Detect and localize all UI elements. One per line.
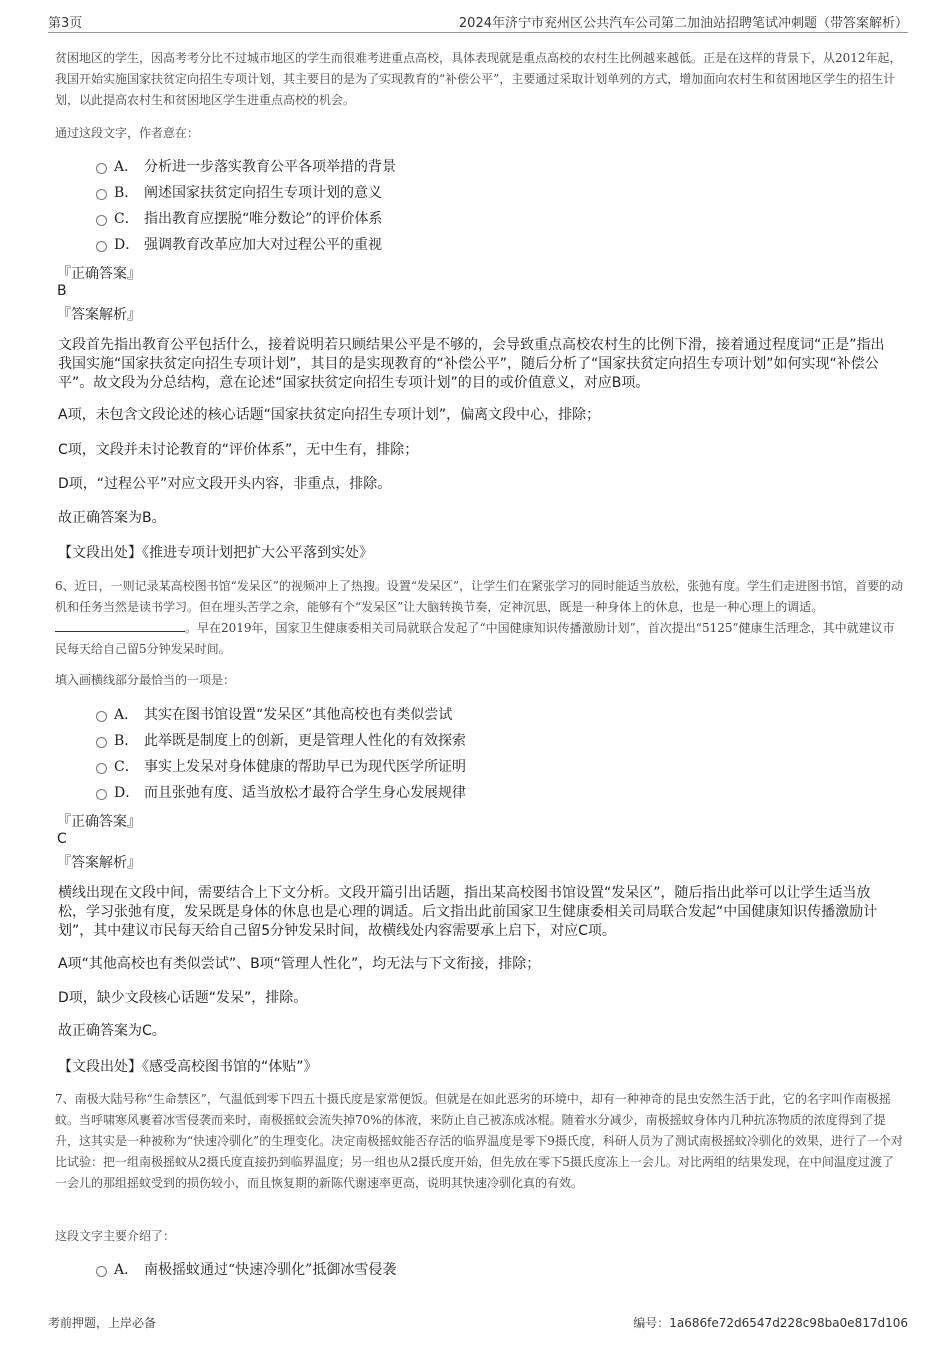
q5-prompt: 通过这段文字，作者意在： — [55, 126, 200, 140]
q5-answer-label: 『正确答案』 — [57, 266, 141, 282]
radio-icon[interactable] — [96, 163, 107, 174]
q6-passage: 6、近日，一则记录某高校图书馆“发呆区”的视频冲上了热搜。设置“发呆区”，让学生们在紧张学习的同时能适当放松，张弛有度。学生们走进图书馆，首要的动机和任务当然是读书学习。但在埋头苦学之余，能够有个“发呆区”让大脑转换节奏，定神沉思，既是一种身体上的休息，也是一种心理上的调适。。早在2019年，国家卫生健康委相关司局就联合发起了“中国健康知识传播激励计划”，首次提出“5125”健康生活理念，其中就建议市民每天给自己留5分钟发呆时间。 — [55, 579, 904, 656]
radio-icon[interactable] — [96, 241, 107, 252]
q6-analysis-ab: A项“其他高校也有类似尝试”、B项“管理人性化”，均无法与下文衔接，排除； — [58, 956, 541, 972]
q6-option-d[interactable]: D． 而且张弛有度、适当放松才最符合学生身心发展规律 — [96, 780, 896, 806]
q6-options — [96, 702, 896, 806]
q6-analysis-label: 『答案解析』 — [57, 855, 141, 871]
radio-icon[interactable] — [96, 711, 107, 722]
q7-passage: 7、南极大陆号称“生命禁区”，气温低到零下四五十摄氏度是家常便饭。但就是在如此恶劣的环境中，却有一种神奇的昆虫安然生活于此，它的名字叫作南极摇蚊。当呼啸寒风裹着冰雪侵袭而来时，南极摇蚊会流失掉70%的体液，来防止自己被冻成冰棍。随着水分减少，南极摇蚊身体内几种抗冻物质的浓度得到了提升，这其实是一种被称为“快速冷驯化”的生理变化。决定南极摇蚊能否存活的临界温度是零下9摄氏度，科研人员为了测试南极摇蚊冷驯化的效果，进行了一个对比试验：把一组南极摇蚊从2摄氏度直接扔到临界温度；另一组也从2摄氏度开始，但先放在零下5摄氏度冻上一会儿。对比两组的结果发现，在中间温度过渡了一会儿的那组摇蚊受到的损伤较小，而且恢复期的新陈代谢速率更高，说明其快速冷驯化真的有效。 — [55, 1092, 903, 1190]
q6-answer: C — [57, 831, 67, 847]
document-code: 编号：1a686fe72d6547d228c98ba0e817d106 — [633, 1316, 908, 1330]
q6-answer-label: 『正确答案』 — [57, 814, 141, 830]
q5-analysis-d: D项，“过程公平”对应文段开头内容，非重点，排除。 — [58, 476, 392, 492]
page-header — [48, 10, 908, 33]
radio-icon[interactable] — [96, 215, 107, 226]
radio-icon[interactable] — [96, 189, 107, 200]
q6-option-b[interactable]: B． 此举既是制度上的创新，更是管理人性化的有效探索 — [96, 728, 896, 754]
fill-blank — [55, 619, 185, 632]
q7-options — [96, 1257, 896, 1283]
q6-analysis-main: 横线出现在文段中间，需要结合上下文分析。文段开篇引出话题，指出某高校图书馆设置“发呆区”，随后指出此举可以让学生适当放松，学习张弛有度，发呆既是身体的休息也是心理的调适。后文指出此前国家卫生健康委相关司局联合发起“中国健康知识传播激励计划”，其中建议市民每天给自己留5分钟发呆时间，故横线处内容需要承上启下，对应C项。 — [58, 885, 878, 939]
q5-option-d[interactable]: D． 强调教育改革应加大对过程公平的重视 — [96, 232, 896, 258]
q7-prompt: 这段文字主要介绍了： — [55, 1229, 176, 1243]
q6-analysis-conclusion: 故正确答案为C。 — [58, 1023, 166, 1039]
radio-icon[interactable] — [96, 763, 107, 774]
q5-analysis-conclusion: 故正确答案为B。 — [58, 510, 166, 526]
q5-analysis-label: 『答案解析』 — [57, 307, 141, 323]
q5-source: 【文段出处】《推进专项计划把扩大公平落到实处》 — [58, 545, 373, 561]
q6-option-a[interactable]: A． 其实在图书馆设置“发呆区”其他高校也有类似尝试 — [96, 702, 896, 728]
q5-analysis-c: C项，文段并未讨论教育的“评价体系”，无中生有，排除； — [58, 442, 419, 458]
q5-analysis-a: A项，未包含文段论述的核心话题“国家扶贫定向招生专项计划”，偏离文段中心，排除； — [58, 407, 601, 423]
footer-slogan: 考前押题，上岸必备 — [48, 1316, 157, 1330]
radio-icon[interactable] — [96, 1266, 107, 1277]
q5-option-b[interactable]: B． 阐述国家扶贫定向招生专项计划的意义 — [96, 180, 896, 206]
q5-answer: B — [57, 283, 67, 299]
q5-passage: 贫困地区的学生，因高考考分比不过城市地区的学生而很难考进重点高校，具体表现就是重点高校的农村生比例越来越低。正是在这样的背景下，从2012年起，我国开始实施国家扶贫定向招生专项计划，其主要目的是为了实现教育的“补偿公平”，主要通过采取计划单列的方式，增加面向农村生和贫困地区学生的招生计划，以此提高农村生和贫困地区学生进重点高校的机会。 — [55, 51, 902, 107]
q6-source: 【文段出处】《感受高校图书馆的“体贴”》 — [58, 1059, 318, 1075]
q5-analysis-main: 文段首先指出教育公平包括什么，接着说明若只顾结果公平是不够的，会导致重点高校农村生的比例下滑，接着通过程度词“正是”指出我国实施“国家扶贫定向招生专项计划”，其目的是实现教育的“补偿公平”，随后分析了“国家扶贫定向招生专项计划”如何实现“补偿公平”。故文段为分总结构，意在论述“国家扶贫定向招生专项计划”的目的或价值意义，对应B项。 — [58, 337, 885, 391]
radio-icon[interactable] — [96, 789, 107, 800]
q6-analysis-d: D项，缺少文段核心话题“发呆”，排除。 — [58, 990, 308, 1006]
q6-option-c[interactable]: C． 事实上发呆对身体健康的帮助早已为现代医学所证明 — [96, 754, 896, 780]
q5-option-c[interactable]: C． 指出教育应摆脱“唯分数论”的评价体系 — [96, 206, 896, 232]
q5-options — [96, 154, 896, 258]
q7-option-a[interactable]: A． 南极摇蚊通过“快速冷驯化”抵御冰雪侵袭 — [96, 1257, 896, 1283]
page-number: 第3页 — [48, 16, 83, 31]
q6-prompt: 填入画横线部分最恰当的一项是： — [55, 673, 236, 687]
radio-icon[interactable] — [96, 737, 107, 748]
q5-option-a[interactable]: A． 分析进一步落实教育公平各项举措的背景 — [96, 154, 896, 180]
document-title: 2024年济宁市兖州区公共汽车公司第二加油站招聘笔试冲刺题（带答案解析） — [458, 16, 908, 31]
